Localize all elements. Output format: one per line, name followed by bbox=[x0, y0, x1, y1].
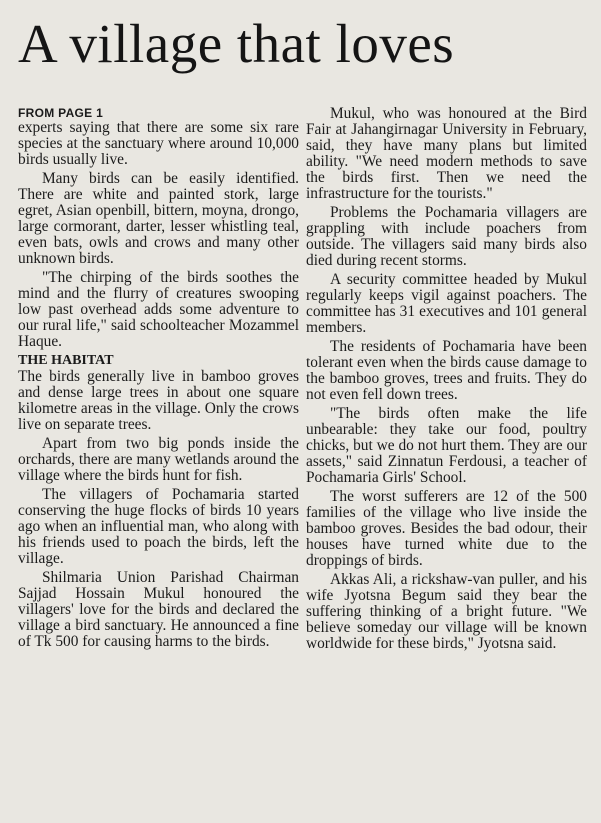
paragraph: A security committee headed by Mukul regularly keeps vigil against poachers. The committee has 31 executives and 101 general members. bbox=[306, 271, 587, 336]
paragraph: Apart from two big ponds inside the orchards, there are many wetlands around the village where the birds hunt for fish. bbox=[18, 435, 299, 484]
paragraph: Akkas Ali, a rickshaw-van puller, and his wife Jyotsna Begum said they bear the suffering thinking of a bright future. "We believe someday our village will be known worldwide for these birds," Jyotsna said. bbox=[306, 571, 587, 652]
paragraph: The residents of Pochamaria have been tolerant even when the birds cause damage to the bamboo groves, trees and fruits. They do not even fell down trees. bbox=[306, 338, 587, 403]
headline: A village that loves bbox=[18, 14, 455, 74]
paragraph: The worst sufferers are 12 of the 500 families of the village who live inside the bamboo groves. Besides the bad odour, their houses have turned white due to the droppings of birds. bbox=[306, 488, 587, 569]
section-subhead: THE HABITAT bbox=[18, 353, 114, 368]
paragraph: Many birds can be easily identified. There are white and painted stork, large egret, Asian openbill, bittern, moyna, drongo, large cormorant, darter, lesser whistling teal, even bats, owls and crows and many other unknown birds. bbox=[18, 170, 299, 267]
paragraph: Shilmaria Union Parishad Chairman Sajjad Hossain Mukul honoured the villagers' love for the birds and declared the village a bird sanctuary. He announced a fine of Tk 500 for causing harms to the birds. bbox=[18, 569, 299, 650]
paragraph: "The birds often make the life unbearable: they take our food, poultry chicks, but we do not hurt them. They are our assets," said Zinnatun Ferdousi, a teacher of Pochamaria Girls' School. bbox=[306, 405, 587, 486]
paragraph: Mukul, who was honoured at the Bird Fair at Jahangirnagar University in February, said, they have many plans but limited ability. "We need modern methods to save the birds first. Then we need the infrastructure for the tourists." bbox=[306, 105, 587, 202]
left-column bbox=[18, 106, 299, 655]
paragraph: "The chirping of the birds soothes the mind and the flurry of creatures swooping low past overhead adds some adventure to our rural life," said schoolteacher Mozammel Haque. bbox=[18, 269, 299, 350]
paragraph: The birds generally live in bamboo groves and dense large trees in about one square kilometre areas in the village. Only the crows live on separate trees. bbox=[18, 368, 299, 433]
from-page-label: FROM PAGE 1 bbox=[18, 106, 104, 120]
right-column bbox=[306, 106, 587, 655]
paragraph: experts saying that there are some six rare species at the sanctuary where around 10,000 birds usually live. bbox=[18, 119, 299, 168]
paragraph: The villagers of Pochamaria started conserving the huge flocks of birds 10 years ago when an influential man, who along with his friends used to poach the birds, left the village. bbox=[18, 486, 299, 567]
paragraph: Problems the Pochamaria villagers are grappling with include poachers from outside. The villagers said many birds also died during recent storms. bbox=[306, 204, 587, 269]
article-columns bbox=[18, 106, 587, 655]
